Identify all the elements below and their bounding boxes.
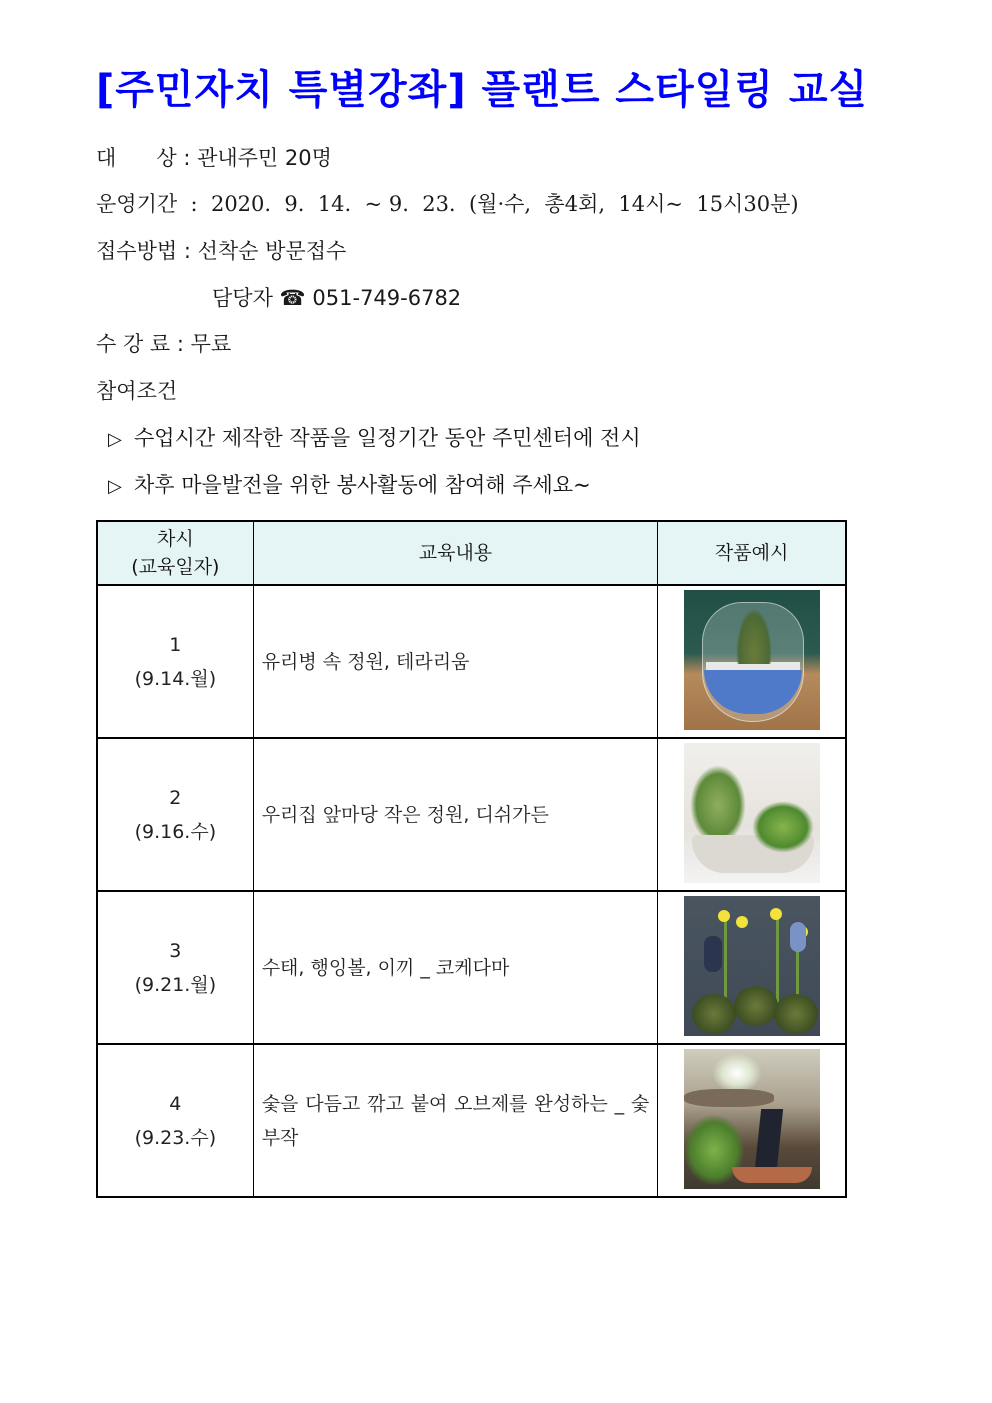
table-row — [97, 1044, 846, 1197]
photo-cell — [658, 738, 846, 891]
photo-cell — [658, 1044, 846, 1197]
photo-cell — [658, 891, 846, 1044]
info-fee — [96, 329, 231, 359]
triangle-bullet-icon: ▷ — [108, 476, 122, 497]
info-period — [96, 189, 799, 219]
triangle-bullet-icon: ▷ — [108, 429, 122, 450]
conditions-label: 참여조건 — [96, 379, 178, 403]
condition-item — [108, 470, 591, 502]
contact-phone: 051-749-6782 — [312, 286, 462, 310]
info-method — [96, 236, 346, 266]
header-session-label: 차시 — [156, 528, 194, 550]
period-value: 2020. 9. 14. ~ 9. 23. (월·수, 총4회, 14시~ 15시30분) — [210, 192, 799, 216]
table-row — [97, 738, 846, 891]
contact-label: 담당자 — [212, 286, 273, 310]
header-date-label: (교육일자) — [131, 556, 220, 578]
condition-text: 수업시간 제작한 작품을 일정기간 동안 주민센터에 전시 — [134, 426, 641, 450]
info-contact — [212, 283, 461, 313]
condition-text: 차후 마을발전을 위한 봉사활동에 참여해 주세요~ — [134, 473, 591, 497]
table-row — [97, 585, 846, 738]
target-value: 관내주민 20명 — [197, 146, 332, 170]
session-number: 1 — [169, 633, 182, 656]
session-number: 3 — [169, 939, 182, 962]
header-session — [97, 521, 253, 585]
charcoal-object-photo — [684, 1049, 820, 1189]
session-cell — [97, 585, 253, 738]
fee-value: 무료 — [190, 332, 232, 356]
content-cell: 유리병 속 정원, 테라리움 — [253, 585, 658, 738]
terrarium-photo — [684, 590, 820, 730]
content-cell: 우리집 앞마당 작은 정원, 디쉬가든 — [253, 738, 658, 891]
target-label: 대 상 — [96, 146, 177, 170]
session-date: (9.14.월) — [134, 667, 217, 690]
condition-item — [108, 423, 641, 455]
separator: : — [183, 239, 191, 263]
session-date: (9.23.수) — [134, 1126, 217, 1149]
info-target — [96, 143, 332, 173]
session-cell — [97, 1044, 253, 1197]
header-example: 작품예시 — [658, 521, 846, 585]
header-content: 교육내용 — [253, 521, 658, 585]
phone-icon: ☎ — [279, 286, 306, 310]
kokedama-photo — [684, 896, 820, 1036]
dish-garden-photo — [684, 743, 820, 883]
fee-label: 수 강 료 — [96, 332, 171, 356]
schedule-table — [96, 520, 847, 1198]
content-cell: 수태, 행잉볼, 이끼 _ 코케다마 — [253, 891, 658, 1044]
session-number: 2 — [169, 786, 182, 809]
page-title: [주민자치 특별강좌] 플랜트 스타일링 교실 — [96, 67, 869, 113]
session-number: 4 — [169, 1092, 182, 1115]
period-label: 운영기간 — [96, 192, 178, 216]
table-row — [97, 891, 846, 1044]
separator: : — [176, 332, 184, 356]
separator: : — [190, 192, 198, 216]
session-date: (9.21.월) — [134, 973, 217, 996]
separator: : — [183, 146, 191, 170]
session-date: (9.16.수) — [134, 820, 217, 843]
method-label: 접수방법 — [96, 239, 178, 263]
session-cell — [97, 738, 253, 891]
method-value: 선착순 방문접수 — [197, 239, 347, 263]
table-header-row — [97, 521, 846, 585]
session-cell — [97, 891, 253, 1044]
photo-cell — [658, 585, 846, 738]
content-cell: 숯을 다듬고 깎고 붙여 오브제를 완성하는 _ 숯부작 — [253, 1044, 658, 1197]
